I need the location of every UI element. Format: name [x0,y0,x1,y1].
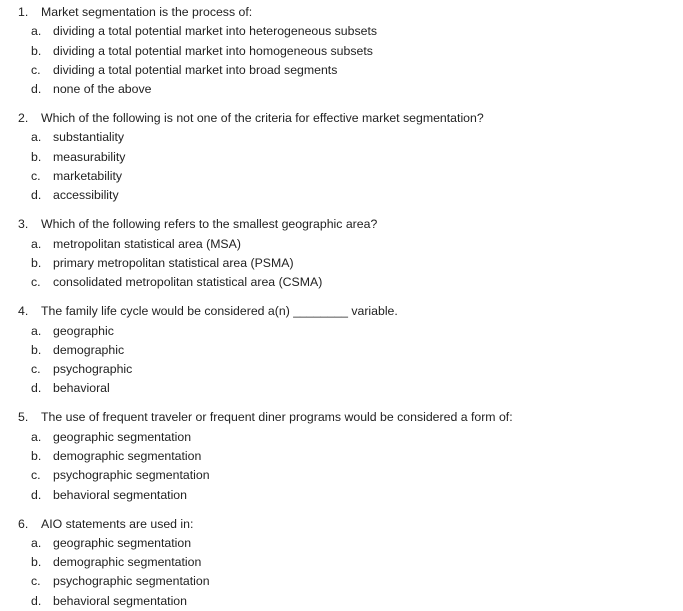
answer-option [0,128,683,147]
option-letter: d. [31,593,42,608]
answer-option [0,148,683,167]
question-number: 6. [18,516,29,531]
option-letter: c. [31,468,41,483]
question-5 [0,408,683,504]
question-text: The use of frequent traveler or frequent diner programs would be considered a form of: [41,410,513,425]
option-text: psychographic segmentation [53,468,210,483]
option-letter: a. [31,236,42,251]
question-text: AIO statements are used in: [41,516,194,531]
answer-option [0,61,683,80]
option-text: behavioral [53,381,110,396]
answer-option [0,534,683,553]
answer-option [0,379,683,398]
option-text: geographic segmentation [53,535,192,550]
option-letter: c. [31,574,41,589]
option-text: psychographic [53,362,133,377]
option-letter: a. [31,429,42,444]
question-number: 2. [18,111,29,126]
option-letter: b. [31,149,42,164]
option-text: substantiality [53,130,125,145]
option-letter: b. [31,43,42,58]
answer-option [0,360,683,379]
answer-option [0,322,683,341]
question-text: Which of the following refers to the smallest geographic area? [41,217,378,232]
question-2 [0,109,683,205]
option-text: dividing a total potential market into homogeneous subsets [53,43,373,58]
answer-option [0,341,683,360]
question-6 [0,515,683,611]
option-letter: c. [31,62,41,77]
option-letter: c. [31,362,41,377]
option-text: behavioral segmentation [53,487,187,502]
question-text: Market segmentation is the process of: [41,5,253,19]
question-number: 3. [18,217,29,232]
question-stem [0,302,683,321]
question-text: Which of the following is not one of the criteria for effective market segmentation? [41,111,484,126]
option-letter: a. [31,130,42,145]
option-text: psychographic segmentation [53,574,210,589]
option-text: geographic [53,323,114,338]
answer-option [0,254,683,273]
question-1 [0,3,683,99]
option-letter: b. [31,448,42,463]
answer-option [0,22,683,41]
answer-option [0,80,683,99]
option-letter: b. [31,255,42,270]
option-text: demographic segmentation [53,555,202,570]
question-number: 5. [18,410,29,425]
question-stem [0,109,683,128]
option-text: primary metropolitan statistical area (PSMA) [53,255,294,270]
answer-option [0,466,683,485]
question-stem [0,408,683,427]
option-text: accessibility [53,188,119,203]
option-text: measurability [53,149,126,164]
option-letter: a. [31,323,42,338]
option-letter: a. [31,24,42,39]
option-letter: d. [31,487,42,502]
question-stem [0,215,683,234]
question-number: 4. [18,304,29,319]
question-3 [0,215,683,292]
option-text: behavioral segmentation [53,593,187,608]
question-4 [0,302,683,398]
answer-option [0,592,683,611]
option-letter: c. [31,169,41,184]
option-letter: d. [31,381,42,396]
answer-option [0,572,683,591]
question-stem [0,515,683,534]
option-letter: c. [31,275,41,290]
option-text: dividing a total potential market into heterogeneous subsets [53,24,378,39]
answer-option [0,167,683,186]
option-letter: d. [31,82,42,97]
option-letter: a. [31,535,42,550]
option-letter: b. [31,555,42,570]
option-text: marketability [53,169,123,184]
question-text: The family life cycle would be considered a(n) ________ variable. [41,304,398,319]
answer-option [0,235,683,254]
answer-option [0,486,683,505]
answer-option [0,273,683,292]
option-text: demographic [53,342,125,357]
answer-option [0,42,683,61]
option-text: consolidated metropolitan statistical area (CSMA) [53,275,323,290]
option-letter: b. [31,342,42,357]
answer-option [0,428,683,447]
option-text: none of the above [53,82,152,97]
option-text: metropolitan statistical area (MSA) [53,236,241,251]
option-text: dividing a total potential market into broad segments [53,62,338,77]
question-stem [0,3,683,22]
option-letter: d. [31,188,42,203]
answer-option [0,553,683,572]
option-text: demographic segmentation [53,448,202,463]
option-text: geographic segmentation [53,429,192,444]
answer-option [0,186,683,205]
answer-option [0,447,683,466]
question-number: 1. [18,5,29,19]
